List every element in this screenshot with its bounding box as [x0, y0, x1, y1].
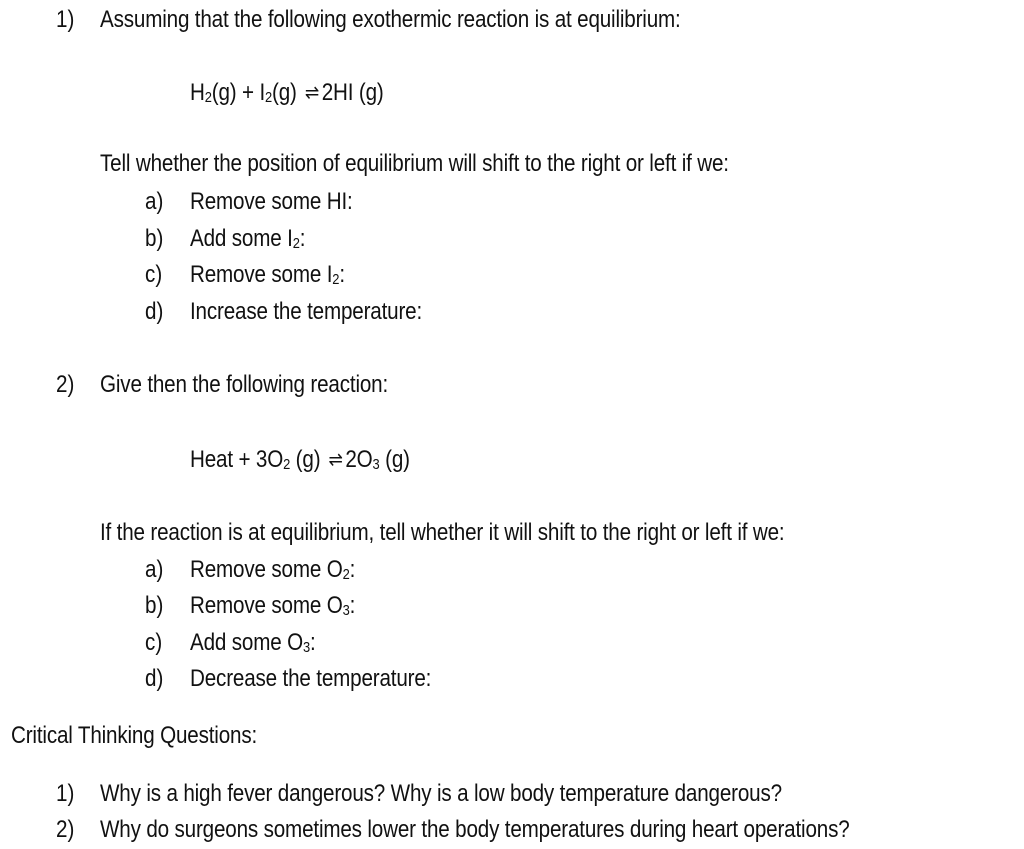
- equation-2-o2-sub: 2: [283, 456, 291, 473]
- equation-1-product: 2HI (g): [321, 79, 384, 106]
- q1-item-text: Remove some HI:: [190, 188, 353, 215]
- equation-1-i-state: (g): [272, 79, 297, 106]
- critical-thinking-heading: Critical Thinking Questions:: [11, 722, 258, 749]
- q2-item-sub: 2: [342, 566, 350, 583]
- q2-item-sub: 3: [342, 602, 350, 619]
- q2-item-label: a): [145, 556, 164, 583]
- equation-1: [190, 79, 384, 107]
- q1-item-sub: 2: [292, 235, 300, 252]
- question-1-instruction: Tell whether the position of equilibrium will shift to the right or left if we:: [100, 150, 729, 177]
- q2-item-a: [190, 556, 355, 584]
- equation-1-i-sub: 2: [265, 89, 273, 106]
- equation-2: [190, 446, 410, 474]
- q2-item-b: [190, 592, 355, 620]
- q1-item-label: b): [145, 225, 164, 252]
- question-2-prompt: Give then the following reaction:: [100, 371, 389, 398]
- question-2-instruction: If the reaction is at equilibrium, tell whether it will shift to the right or left if we:: [100, 519, 785, 546]
- q1-item-b: [190, 225, 305, 253]
- q1-item-d: [190, 298, 422, 326]
- q2-item-label: c): [145, 629, 163, 656]
- q1-item-text: Remove some I: [190, 261, 333, 288]
- question-1-prompt: Assuming that the following exothermic reaction is at equilibrium:: [100, 6, 681, 33]
- q2-item-text: Remove some O: [190, 556, 343, 583]
- q2-item-text: Decrease the temperature:: [190, 665, 432, 692]
- q2-item-suffix: :: [349, 592, 356, 619]
- q2-item-d: [190, 665, 431, 693]
- q1-item-label: c): [145, 261, 163, 288]
- q1-item-suffix: :: [299, 225, 306, 252]
- q1-item-label: a): [145, 188, 164, 215]
- q2-item-suffix: :: [349, 556, 356, 583]
- q2-item-suffix: :: [310, 629, 316, 656]
- q2-item-text: Add some O: [190, 629, 304, 656]
- critical-item-2: Why do surgeons sometimes lower the body temperatures during heart operations?: [100, 816, 850, 843]
- equation-1-h-sub: 2: [204, 89, 212, 106]
- critical-item-label: 2): [56, 816, 75, 843]
- q1-item-a: [190, 188, 353, 216]
- q2-item-label: d): [145, 665, 164, 692]
- equilibrium-arrow-icon: ⇌: [304, 82, 320, 104]
- q1-item-c: [190, 261, 345, 289]
- q1-item-label: d): [145, 298, 164, 325]
- equation-2-product: 2O: [345, 446, 373, 473]
- equilibrium-arrow-icon: ⇌: [328, 449, 343, 471]
- question-2-number: 2): [56, 371, 75, 398]
- equation-2-o2-state: (g): [290, 446, 321, 473]
- equation-2-o3-state: (g): [379, 446, 410, 473]
- critical-item-label: 1): [56, 780, 75, 807]
- equation-1-h: H: [190, 79, 205, 106]
- q2-item-sub: 3: [303, 639, 311, 656]
- q2-item-text: Remove some O: [190, 592, 343, 619]
- question-1-number: 1): [56, 6, 75, 33]
- q2-item-c: [190, 629, 316, 657]
- q1-item-text: Increase the temperature:: [190, 298, 423, 325]
- q1-item-text: Add some I: [190, 225, 293, 252]
- critical-item-1: Why is a high fever dangerous? Why is a low body temperature dangerous?: [100, 780, 782, 807]
- q2-item-label: b): [145, 592, 164, 619]
- equation-1-mid: (g) + I: [211, 79, 266, 106]
- equation-2-o3-sub: 3: [372, 456, 380, 473]
- equation-2-prefix: Heat + 3O: [190, 446, 284, 473]
- q1-item-sub: 2: [332, 271, 340, 288]
- q1-item-suffix: :: [339, 261, 345, 288]
